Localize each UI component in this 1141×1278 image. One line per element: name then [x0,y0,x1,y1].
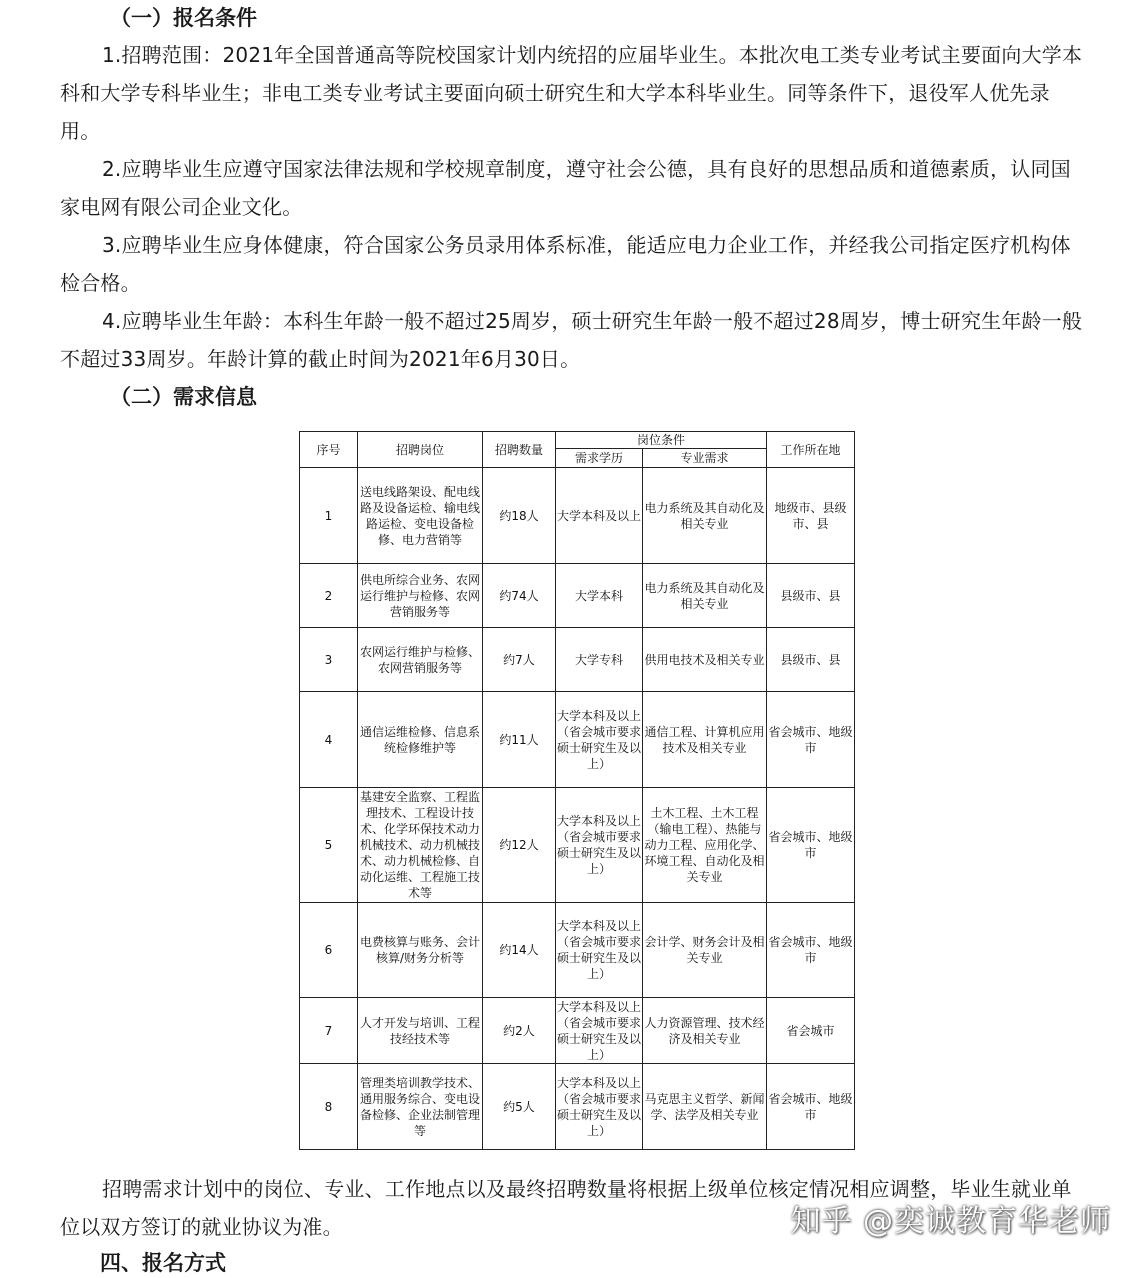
table-row [300,788,855,903]
cell-major: 会计学、财务会计及相关专业 [643,903,767,998]
cell-major: 人力资源管理、技术经济及相关专业 [643,998,767,1064]
cell-count: 约12人 [483,788,556,903]
section-heading-demand: （二）需求信息 [110,385,257,409]
cell-location: 县级市、县 [767,564,855,628]
cell-no: 6 [300,903,358,998]
paragraph-health: 3.应聘毕业生应身体健康，符合国家公务员录用体系标准，能适应电力企业工作，并经我公司指定医疗机构体检合格。 [60,233,1071,295]
cell-no: 2 [300,564,358,628]
paragraph-recruit-scope: 1.招聘范围：2021年全国普通高等院校国家计划内统招的应届毕业生。本批次电工类专业考试主要面向大学本科和大学专科毕业生；非电工类专业考试主要面向硕士研究生和大学本科毕业生。同等条件下，退役军人优先录用。 [60,43,1083,143]
header-location: 工作所在地 [767,432,855,468]
cell-count: 约2人 [483,998,556,1064]
cell-position: 管理类培训教学技术、通用服务综合、变电设备检修、企业法制管理等 [358,1064,483,1150]
cell-count: 约18人 [483,468,556,564]
cell-no: 3 [300,628,358,692]
header-position: 招聘岗位 [358,432,483,468]
header-conditions: 岗位条件 [556,432,767,449]
cell-education: 大学本科及以上（省会城市要求硕士研究生及以上） [556,692,643,788]
cell-no: 1 [300,468,358,564]
demand-table [299,431,855,1150]
table-row [300,628,855,692]
cell-no: 7 [300,998,358,1064]
cell-no: 4 [300,692,358,788]
cell-location: 地级市、县级市、县 [767,468,855,564]
cell-location: 县级市、县 [767,628,855,692]
cell-location: 省会城市、地级市 [767,1064,855,1150]
header-education: 需求学历 [556,449,643,468]
cell-education: 大学本科及以上（省会城市要求硕士研究生及以上） [556,1064,643,1150]
cell-count: 约7人 [483,628,556,692]
cell-location: 省会城市、地级市 [767,788,855,903]
cell-major: 供用电技术及相关专业 [643,628,767,692]
table-row [300,692,855,788]
cell-education: 大学本科及以上（省会城市要求硕士研究生及以上） [556,903,643,998]
cell-count: 约11人 [483,692,556,788]
cell-position: 送电线路架设、配电线路及设备运检、输电线路运检、变电设备检修、电力营销等 [358,468,483,564]
cell-position: 电费核算与账务、会计核算/财务分析等 [358,903,483,998]
cell-position: 人才开发与培训、工程技经技术等 [358,998,483,1064]
section-heading-conditions: （一）报名条件 [110,6,257,30]
cell-count: 约14人 [483,903,556,998]
table-row [300,1064,855,1150]
cell-position: 供电所综合业务、农网运行维护与检修、农网营销服务等 [358,564,483,628]
cell-major: 通信工程、计算机应用技术及相关专业 [643,692,767,788]
section-heading-application: 四、报名方式 [100,1251,226,1275]
cell-education: 大学本科 [556,564,643,628]
paragraph-law-compliance: 2.应聘毕业生应遵守国家法律法规和学校规章制度，遵守社会公德，具有良好的思想品质和道德素质，认同国家电网有限公司企业文化。 [60,157,1071,219]
header-no: 序号 [300,432,358,468]
table-row [300,998,855,1064]
cell-location: 省会城市、地级市 [767,692,855,788]
table-row [300,903,855,998]
cell-major: 马克思主义哲学、新闻学、法学及相关专业 [643,1064,767,1150]
cell-location: 省会城市 [767,998,855,1064]
paragraph-age-limit: 4.应聘毕业生年龄：本科生年龄一般不超过25周岁，硕士研究生年龄一般不超过28周岁，博士研究生年龄一般不超过33周岁。年龄计算的截止时间为2021年6月30日。 [60,309,1083,371]
watermark-text: 知乎 @奕诚教育华老师 [790,1204,1111,1239]
cell-education: 大学专科 [556,628,643,692]
cell-position: 农网运行维护与检修、农网营销服务等 [358,628,483,692]
cell-major: 电力系统及其自动化及相关专业 [643,468,767,564]
header-major: 专业需求 [643,449,767,468]
table-row [300,468,855,564]
cell-position: 基建安全监察、工程监理技术、工程设计技术、化学环保技术动力机械技术、动力机械技术、动力机械检修、自动化运维、工程施工技术等 [358,788,483,903]
table-row [300,564,855,628]
paragraph-adjustment-note: 招聘需求计划中的岗位、专业、工作地点以及最终招聘数量将根据上级单位核定情况相应调整，毕业生就业单位以双方签订的就业协议为准。 [60,1177,1072,1239]
cell-education: 大学本科及以上（省会城市要求硕士研究生及以上） [557,999,642,1062]
cell-position: 通信运维检修、信息系统检修维护等 [358,692,483,788]
cell-major: 电力系统及其自动化及相关专业 [643,564,767,628]
cell-count: 约74人 [483,564,556,628]
header-count: 招聘数量 [483,432,556,468]
cell-no: 8 [300,1064,358,1150]
cell-education: 大学本科及以上（省会城市要求硕士研究生及以上） [556,788,643,903]
cell-location: 省会城市、地级市 [767,903,855,998]
cell-education: 大学本科及以上 [556,468,643,564]
cell-major: 土木工程、土木工程（输电工程）、热能与动力工程、应用化学、环境工程、自动化及相关专业 [643,788,767,903]
cell-no: 5 [300,788,358,903]
cell-count: 约5人 [483,1064,556,1150]
